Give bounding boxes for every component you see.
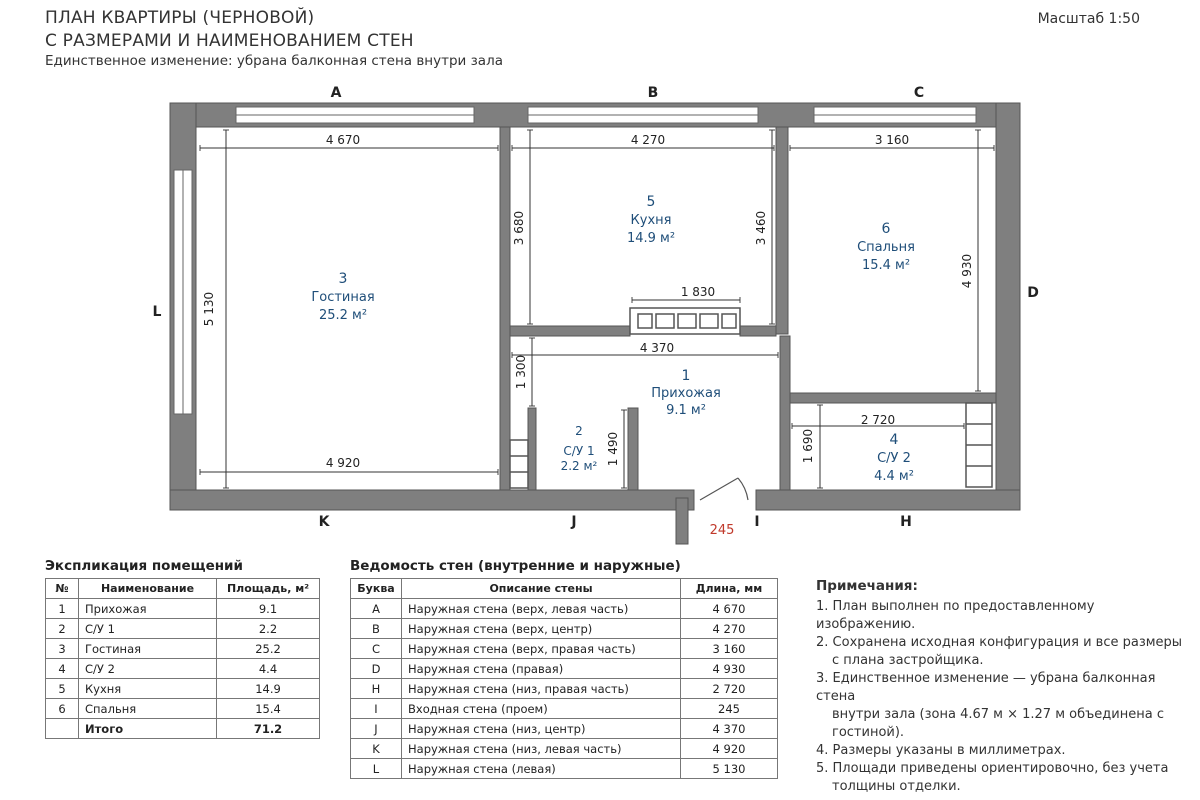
explication-cell: Спальня — [79, 699, 217, 719]
windows — [174, 107, 976, 414]
notes-list — [816, 598, 1186, 796]
notes-title: Примечания: — [816, 578, 918, 594]
walls-cell: 245 — [681, 699, 778, 719]
plan-title-line2: С РАЗМЕРАМИ И НАИМЕНОВАНИЕМ СТЕН — [45, 31, 414, 51]
room-name-2: С/У 1 — [563, 444, 595, 458]
table-row-total — [46, 719, 320, 739]
walls-cell: I — [351, 699, 402, 719]
table-row — [46, 699, 320, 719]
room-area-6: 15.4 м² — [861, 258, 911, 273]
table-row — [351, 739, 778, 759]
table-row — [351, 639, 778, 659]
walls-header-letter: Буква — [351, 579, 402, 599]
room-num-3: 3 — [338, 271, 348, 287]
walls-cell: Наружная стена (низ, центр) — [402, 719, 681, 739]
room-num-6: 6 — [881, 221, 891, 237]
explication-cell: Гостиная — [79, 639, 217, 659]
room-area-1: 9.1 м² — [666, 403, 706, 418]
dim-hall-width: 4 370 — [639, 341, 675, 355]
table-row — [46, 679, 320, 699]
note-item: толщины отделки. — [832, 779, 961, 794]
walls-cell: 2 720 — [681, 679, 778, 699]
wall-right — [996, 103, 1020, 510]
walls-cell: 4 270 — [681, 619, 778, 639]
explication-cell: 25.2 — [217, 639, 320, 659]
table-row — [46, 659, 320, 679]
walls-cell: 3 160 — [681, 639, 778, 659]
entry-door — [700, 478, 748, 500]
dim-hall-small: 1 300 — [514, 354, 528, 390]
walls-cell: J — [351, 719, 402, 739]
table-row — [46, 619, 320, 639]
explication-total-value: 71.2 — [217, 719, 320, 739]
explication-cell: С/У 2 — [79, 659, 217, 679]
walls-title: Ведомость стен (внутренние и наружные) — [350, 558, 681, 574]
explication-header-name: Наименование — [79, 579, 217, 599]
explication-cell: 2 — [46, 619, 79, 639]
kitchen-counter — [630, 308, 740, 334]
room-name-5: Кухня — [630, 213, 672, 228]
wall-letter-b: B — [647, 85, 659, 101]
explication-cell: 2.2 — [217, 619, 320, 639]
explication-header-area: Площадь, м² — [217, 579, 320, 599]
walls-cell: B — [351, 619, 402, 639]
explication-cell: 3 — [46, 639, 79, 659]
walls-cell: Наружная стена (верх, правая часть) — [402, 639, 681, 659]
explication-cell: 4 — [46, 659, 79, 679]
wall-letter-a: A — [330, 85, 342, 101]
walls-cell: Наружная стена (низ, правая часть) — [402, 679, 681, 699]
wall-bottom-right — [756, 490, 1020, 510]
walls-cell: Наружная стена (левая) — [402, 759, 681, 779]
table-row — [46, 639, 320, 659]
explication-cell: 9.1 — [217, 599, 320, 619]
table-row — [351, 619, 778, 639]
room-name-6: Спальня — [857, 240, 915, 255]
room-num-1: 1 — [681, 368, 691, 384]
note-item: 2. Сохранена исходная конфигурация и все размеры — [816, 635, 1183, 650]
walls-table — [350, 578, 778, 779]
plan-subtitle: Единственное изменение: убрана балконная стена внутри зала — [45, 53, 503, 69]
note-item: с плана застройщика. — [832, 653, 984, 668]
note-item: внутри зала (зона 4.67 м × 1.27 м объединена с гостиной). — [832, 707, 1164, 740]
walls-cell: L — [351, 759, 402, 779]
explication-cell: Прихожая — [79, 599, 217, 619]
table-row — [351, 699, 778, 719]
dim-kitchen-top: 4 270 — [630, 133, 666, 147]
explication-cell: 1 — [46, 599, 79, 619]
walls-cell: A — [351, 599, 402, 619]
wall-letter-l: L — [152, 304, 162, 320]
dim-bedroom-right: 4 930 — [960, 253, 974, 289]
walls-cell: Наружная стена (верх, левая часть) — [402, 599, 681, 619]
room-area-5: 14.9 м² — [626, 231, 676, 246]
wall-living-hall — [500, 127, 510, 490]
walls-cell: Входная стена (проем) — [402, 699, 681, 719]
wall-bedroom-bottom — [788, 393, 996, 403]
explication-cell: Кухня — [79, 679, 217, 699]
dim-living-height: 5 130 — [202, 291, 216, 327]
dim-door-width: 245 — [709, 523, 735, 538]
table-row — [351, 719, 778, 739]
wall-wc1-right — [628, 408, 638, 490]
explication-cell: 6 — [46, 699, 79, 719]
walls-cell: 5 130 — [681, 759, 778, 779]
dim-wc2-width: 2 720 — [860, 413, 896, 427]
explication-total-label: Итого — [79, 719, 217, 739]
table-row — [351, 599, 778, 619]
room-name-1: Прихожая — [651, 386, 721, 401]
dim-wc1-height: 1 490 — [606, 431, 620, 467]
table-row — [351, 659, 778, 679]
wall-kitchen-bottom-right — [740, 326, 776, 336]
wall-wc1-left — [528, 408, 536, 490]
walls-header-desc: Описание стены — [402, 579, 681, 599]
room-name-4: С/У 2 — [877, 451, 911, 466]
walls-cell: K — [351, 739, 402, 759]
walls-cell: Наружная стена (низ, левая часть) — [402, 739, 681, 759]
room-num-5: 5 — [646, 194, 656, 210]
dim-bedroom-top: 3 160 — [874, 133, 910, 147]
note-item: 3. Единственное изменение — убрана балконная стена — [816, 671, 1156, 704]
walls-header-length: Длина, мм — [681, 579, 778, 599]
explication-cell: 4.4 — [217, 659, 320, 679]
walls-cell: 4 920 — [681, 739, 778, 759]
explication-cell: С/У 1 — [79, 619, 217, 639]
dim-wc2-height: 1 690 — [801, 428, 815, 464]
note-item: 4. Размеры указаны в миллиметрах. — [816, 743, 1066, 758]
walls-cell: H — [351, 679, 402, 699]
plan-title-line1: ПЛАН КВАРТИРЫ (ЧЕРНОВОЙ) — [45, 8, 315, 28]
note-item: 5. Площади приведены ориентировочно, без учета — [816, 761, 1169, 776]
wall-stub — [676, 498, 688, 544]
notes-panel — [816, 578, 1186, 796]
walls-cell: D — [351, 659, 402, 679]
room-area-2: 2.2 м² — [560, 459, 598, 473]
wall-letter-h: H — [900, 514, 912, 530]
dim-kitchen-right: 3 460 — [754, 210, 768, 246]
walls-cell: 4 370 — [681, 719, 778, 739]
dim-living-top: 4 670 — [325, 133, 361, 147]
table-row — [351, 759, 778, 779]
scale-label: Масштаб 1:50 — [1037, 11, 1140, 27]
explication-title: Экспликация помещений — [45, 558, 243, 574]
explication-table — [45, 578, 320, 739]
table-row — [351, 679, 778, 699]
dim-kitchen-inner: 1 830 — [680, 285, 716, 299]
explication-cell: 15.4 — [217, 699, 320, 719]
table-row — [46, 599, 320, 619]
wall-letter-j: J — [571, 514, 577, 530]
room-num-4: 4 — [889, 432, 899, 448]
note-item: 1. План выполнен по предоставленному изображению. — [816, 599, 1095, 632]
wall-bottom-left — [170, 490, 694, 510]
wall-hall-right — [780, 336, 790, 490]
wall-kitchen-bottom-left — [510, 326, 630, 336]
room-area-4: 4.4 м² — [874, 469, 914, 484]
walls-cell: Наружная стена (верх, центр) — [402, 619, 681, 639]
walls-cell: C — [351, 639, 402, 659]
wall-letter-k: K — [318, 514, 330, 530]
wall-letter-d: D — [1027, 285, 1039, 301]
explication-header-num: № — [46, 579, 79, 599]
dim-living-bottom: 4 920 — [325, 456, 361, 470]
walls-cell: 4 930 — [681, 659, 778, 679]
wall-letter-c: C — [913, 85, 925, 101]
explication-cell: 14.9 — [217, 679, 320, 699]
dim-kitchen-left: 3 680 — [512, 210, 526, 246]
walls-cell: 4 670 — [681, 599, 778, 619]
room-area-3: 25.2 м² — [318, 308, 368, 323]
wall-letter-i: I — [754, 514, 760, 530]
room-name-3: Гостиная — [311, 290, 375, 305]
explication-cell: 5 — [46, 679, 79, 699]
wall-kitchen-bedroom — [776, 127, 788, 334]
room-num-2: 2 — [575, 424, 583, 438]
walls-cell: Наружная стена (правая) — [402, 659, 681, 679]
